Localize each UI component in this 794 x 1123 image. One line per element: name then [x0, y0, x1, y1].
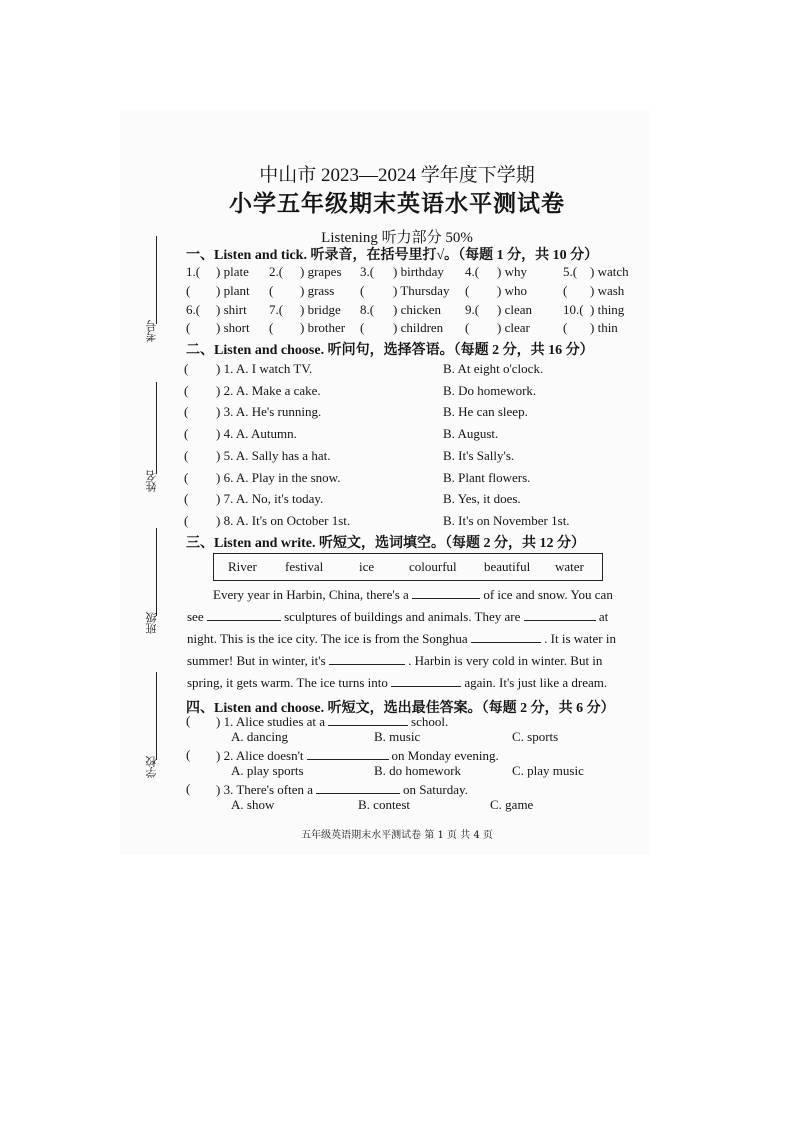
section4-title: 四、Listen and choose. 听短文，选出最佳答案。（每题 2 分，共 6 分）	[186, 701, 615, 716]
tick-word: ) grass	[300, 283, 335, 298]
tick-bracket[interactable]: (	[269, 320, 274, 335]
tick-bracket[interactable]: 10.(	[563, 302, 584, 317]
option-b: B. It's Sally's.	[443, 447, 515, 463]
passage-text: of ice and snow. You can	[483, 587, 613, 602]
tick-bracket[interactable]: (	[360, 320, 365, 335]
answer-blank-3[interactable]	[524, 608, 596, 621]
option-c: C. game	[490, 797, 534, 812]
tick-word: ) wash	[590, 283, 625, 298]
answer-bracket[interactable]: (	[186, 781, 191, 796]
option-b: B. do homework	[374, 763, 462, 778]
answer-blank-1[interactable]	[412, 586, 480, 599]
tick-bracket[interactable]: 3.(	[360, 264, 375, 279]
question-blank[interactable]	[316, 781, 400, 794]
option-b: B. contest	[358, 797, 410, 812]
tick-word: ) short	[216, 320, 250, 335]
passage-line	[187, 628, 632, 650]
tick-word: ) grapes	[300, 264, 342, 279]
exam-main-title: 小学五年级期末英语水平测试卷	[229, 191, 565, 216]
option-a: A. play sports	[231, 763, 304, 778]
tick-bracket[interactable]: (	[563, 320, 568, 335]
passage-line	[187, 650, 632, 672]
section1-title: 一、Listen and tick. 听录音，在括号里打√。（每题 1 分，共 10 分）	[186, 248, 599, 263]
passage-text: Every year in Harbin, China, there's a	[213, 587, 409, 602]
tick-word: ) thin	[590, 320, 618, 335]
margin-line-banji	[156, 528, 157, 616]
passage-text: again. It's just like a dream.	[464, 675, 608, 690]
tick-bracket[interactable]: (	[186, 320, 191, 335]
word-bank	[213, 553, 603, 581]
option-a: ) 7. A. No, it's today.	[216, 491, 324, 507]
word-bank-item: ice	[359, 559, 375, 574]
tick-word: ) who	[497, 283, 527, 298]
option-c: C. sports	[512, 729, 559, 744]
option-b: B. music	[374, 729, 421, 744]
question-text: on Monday evening.	[391, 748, 499, 763]
tick-bracket[interactable]: 7.(	[269, 302, 284, 317]
passage-text: night. This is the ice city. The ice is from the Songhua	[187, 631, 468, 646]
question-text: ) 3. There's often a	[216, 782, 314, 797]
question-text: ) 1. Alice studies at a	[216, 714, 326, 729]
margin-line-xingming	[156, 382, 157, 474]
passage-text: see	[187, 609, 204, 624]
passage-text: summer! But in winter, it's	[187, 653, 326, 668]
answer-blank-2[interactable]	[207, 608, 281, 621]
passage-text: sculptures of buildings and animals. They are	[284, 609, 521, 624]
option-a: A. show	[231, 797, 275, 812]
answer-bracket[interactable]: (	[184, 361, 189, 376]
option-a: ) 5. A. Sally has a hat.	[216, 447, 331, 463]
question-text: school.	[411, 714, 449, 729]
passage-text: . It is water in	[544, 631, 616, 646]
tick-word: ) watch	[590, 264, 629, 279]
answer-bracket[interactable]: (	[184, 404, 189, 420]
passage-text: at	[598, 609, 609, 624]
passage-line	[187, 672, 632, 694]
tick-bracket[interactable]: (	[563, 283, 568, 298]
tick-bracket[interactable]: (	[465, 320, 470, 335]
question	[216, 713, 448, 730]
option-a: ) 2. A. Make a cake.	[216, 382, 321, 398]
passage-text: spring, it gets warm. The ice turns into	[187, 675, 388, 690]
tick-bracket[interactable]: 8.(	[360, 302, 375, 317]
answer-bracket[interactable]: (	[184, 512, 189, 528]
tick-word: ) plant	[216, 283, 250, 298]
answer-blank-5[interactable]	[329, 652, 405, 665]
tick-bracket[interactable]: 9.(	[465, 302, 480, 317]
tick-word: ) thing	[590, 302, 625, 317]
tick-bracket[interactable]: (	[186, 283, 191, 298]
exam-term-title: 中山市 2023—2024 学年度下学期	[259, 165, 535, 186]
margin-label-xingming: 姓名	[145, 470, 158, 492]
tick-word: ) shirt	[216, 302, 247, 317]
question-text: on Saturday.	[403, 782, 468, 797]
option-b: B. August.	[443, 426, 499, 442]
option-a: ) 1. A. I watch TV.	[216, 361, 313, 376]
question-blank[interactable]	[307, 747, 389, 760]
tick-word: ) why	[497, 264, 527, 279]
passage	[187, 584, 632, 694]
margin-label-kaohao: 考号	[145, 320, 158, 342]
answer-bracket[interactable]: (	[186, 713, 191, 728]
option-b: B. At eight o'clock.	[443, 361, 544, 376]
margin-line-xuexiao	[156, 672, 157, 760]
question	[216, 781, 468, 798]
tick-bracket[interactable]: 1.(	[186, 264, 201, 279]
margin-label-banji: 班级	[145, 612, 158, 634]
tick-bracket[interactable]: 4.(	[465, 264, 480, 279]
section3-title: 三、Listen and write. 听短文，选词填空。（每题 2 分，共 12 分）	[186, 536, 585, 551]
tick-word: ) clear	[497, 320, 530, 335]
tick-word: ) children	[393, 320, 444, 335]
tick-bracket[interactable]: (	[465, 283, 470, 298]
word-bank-item: beautiful	[484, 559, 531, 574]
tick-word: ) brother	[300, 320, 346, 335]
tick-word: ) chicken	[393, 302, 442, 317]
listening-part-title: Listening 听力部分 50%	[321, 230, 473, 246]
tick-bracket[interactable]: 2.(	[269, 264, 284, 279]
option-b: B. Yes, it does.	[443, 491, 521, 507]
option-b: B. He can sleep.	[443, 404, 528, 420]
option-a: A. dancing	[231, 729, 289, 744]
answer-bracket[interactable]: (	[186, 747, 191, 762]
section2-title: 二、Listen and choose. 听问句，选择答语。（每题 2 分，共 16 分）	[186, 343, 594, 358]
tick-bracket[interactable]: (	[360, 283, 365, 298]
word-bank-item: festival	[285, 559, 324, 574]
passage-line	[187, 584, 632, 606]
passage-text: . Harbin is very cold in winter. But in	[408, 653, 603, 668]
answer-blank-4[interactable]	[471, 630, 541, 643]
option-a: ) 3. A. He's running.	[216, 404, 322, 420]
answer-blank-6[interactable]	[391, 674, 461, 687]
tick-bracket[interactable]: (	[269, 283, 274, 298]
margin-label-xuexiao: 学校	[145, 756, 158, 778]
question-blank[interactable]	[328, 713, 408, 726]
option-c: C. play music	[512, 763, 584, 778]
tick-word: ) bridge	[300, 302, 341, 317]
word-bank-item: River	[228, 559, 257, 574]
passage-line	[187, 606, 632, 628]
word-bank-item: water	[555, 559, 584, 574]
option-a: ) 8. A. It's on October 1st.	[216, 512, 351, 528]
answer-bracket[interactable]: (	[184, 469, 189, 485]
tick-word: ) clean	[497, 302, 533, 317]
answer-bracket[interactable]: (	[184, 447, 189, 463]
page-footer: 五年级英语期末水平测试卷 第 1 页 共 4 页	[301, 830, 493, 841]
question-text: ) 2. Alice doesn't	[216, 748, 304, 763]
tick-bracket[interactable]: 6.(	[186, 302, 201, 317]
tick-word: ) Thursday	[393, 283, 450, 298]
question	[216, 747, 499, 764]
tick-word: ) birthday	[393, 264, 444, 279]
tick-bracket[interactable]: 5.(	[563, 264, 578, 279]
answer-bracket[interactable]: (	[184, 491, 189, 507]
answer-bracket[interactable]: (	[184, 426, 189, 442]
option-b: B. Plant flowers.	[443, 469, 531, 485]
option-b: B. It's on November 1st.	[443, 512, 570, 528]
margin-line-kaohao	[156, 236, 157, 324]
word-bank-item: colourful	[409, 559, 457, 574]
answer-bracket[interactable]: (	[184, 382, 189, 398]
tick-word: ) plate	[216, 264, 249, 279]
option-a: ) 6. A. Play in the snow.	[216, 469, 341, 485]
option-a: ) 4. A. Autumn.	[216, 426, 297, 442]
option-b: B. Do homework.	[443, 382, 537, 398]
